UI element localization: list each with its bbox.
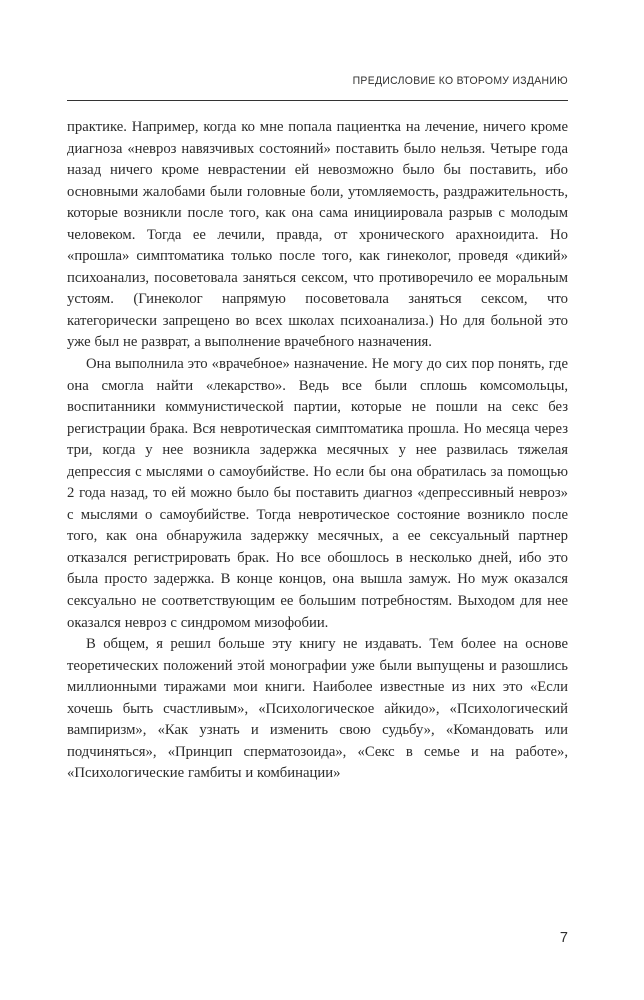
- paragraph-3: В общем, я решил больше эту книгу не издавать. Тем более на основе теоретических положений этой монографии уже были выпущены и разошлись миллионными тиражами мои книги. Наиболее известные из них это «Если хочешь быть счастливым», «Психологическое айкидо», «Психологический вампиризм», «Как узнать и изменить свою судьбу», «Командовать или подчиняться», «Принцип сперматозоида», «Секс в семье и на работе», «Психологические гамбиты и комбинации»: [67, 636, 568, 782]
- running-head-label: ПРЕДИСЛОВИЕ КО ВТОРОМУ ИЗДАНИЮ: [352, 75, 568, 87]
- paragraph-2: Она выполнила это «врачебное» назначение. Не могу до сих пор понять, где она смогла найти «лекарство». Ведь все были сплошь комсомольцы, воспитанники коммунистической партии, которые не пошли на секс без регистрации брака. Вся невротическая симптоматика прошла. Но месяца через три, когда у нее возникла задержка месячных у нее развилась тяжелая депрессия с мыслями о самоубийстве. Но если бы она обратилась за помощью 2 года назад, то ей можно было бы поставить диагноз «депрессивный невроз» с мыслями о самоубийстве. Тогда невротическое состояние возникло после того, как она обнаружила задержку месячных, а ее сексуальный партнер отказался регистрировать брак. Но все обошлось в несколько дней, ибо это была просто задержка. В конце концов, она вышла замуж. Но муж оказался сексуально не соответствующим ее большим потребностям. Выходом для нее оказался невроз с синдромом мизофобии.: [67, 356, 568, 631]
- running-head: [67, 74, 568, 90]
- page-number: 7: [559, 930, 568, 946]
- header-divider-rule: [67, 100, 568, 101]
- body-text-block: [67, 117, 568, 785]
- paragraph-1: практике. Например, когда ко мне попала пациентка на лечение, ничего кроме диагноза «невроз навязчивых состояний» поставить было нельзя. Четыре года назад ничего кроме неврастении ей невозможно было бы поставить, ибо основными жалобами были головные боли, утомляемость, раздражительность, которые возникли после того, как она сама инициировала разрыв с молодым человеком. Тогда ее лечили, правда, от хронического арахноидита. Но «прошла» симптоматика только после того, как гинеколог, проведя «дикий» психоанализ, посоветовала заняться сексом, что противоречило ее моральным устоям. (Гинеколог напрямую посоветовала заняться сексом, что категорически запрещено во всех школах психоанализа.) Но для больной это уже был не разврат, а выполнение врачебного назначения.: [67, 119, 568, 351]
